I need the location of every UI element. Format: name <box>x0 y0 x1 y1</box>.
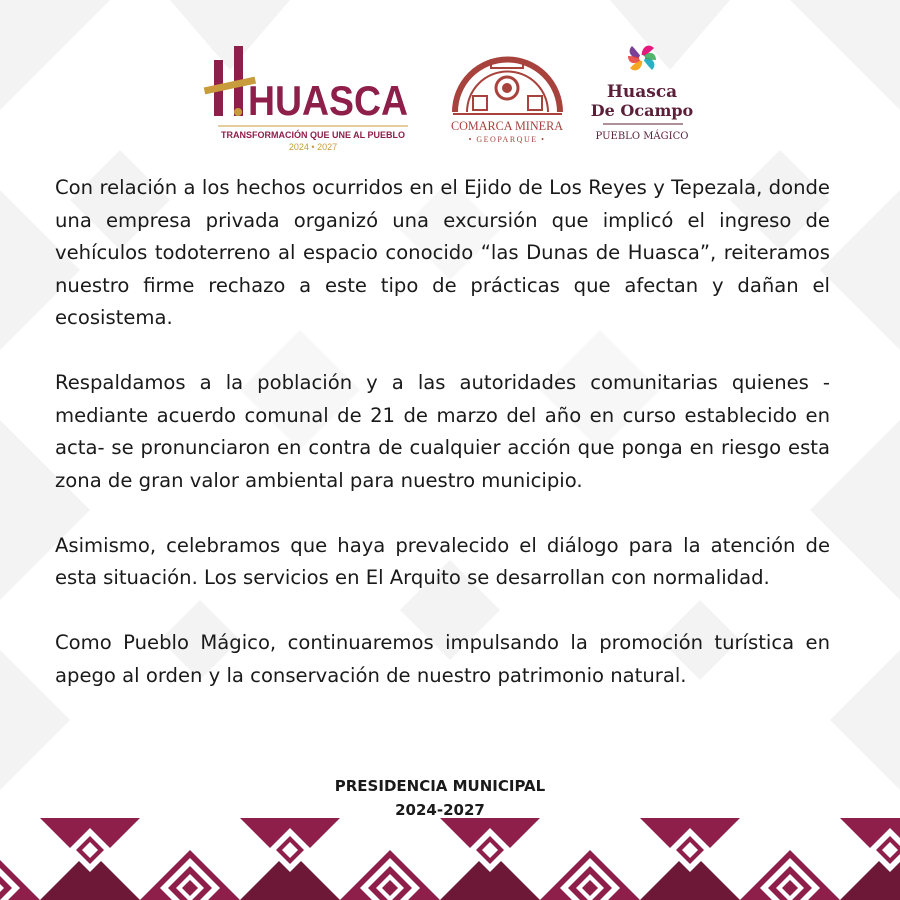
paragraph-3: Asimismo, celebramos que haya prevalecido el diálogo para la atención de esta situación. Los servicios en El Arquito se desarrollan con normalidad. <box>55 533 830 589</box>
paragraph-2: Respaldamos a la población y a las autoridades comunitarias quienes -mediante acuerdo comunal de 21 de marzo del año en curso establecido en acta- se pronunciaron en contra de cualquier acción que ponga en riesgo esta zona de gran valor ambiental para nuestro municipio. <box>55 371 830 492</box>
signature-office: PRESIDENCIA MUNICIPAL <box>334 777 546 795</box>
comarca-logo-name: COMARCA MINERA <box>451 119 563 133</box>
pinwheel-icon <box>628 46 656 71</box>
paragraph-1: Con relación a los hechos ocurridos en el Ejido de Los Reyes y Tepezala, donde una empresa privada organizó una excursión que implicó el ingreso de vehículos todoterreno al espacio conocido “las Dunas de Huasca”, reiteramos nuestro firme rechazo a este tipo de prácticas que afectan y dañan el ecosistema. <box>55 176 830 329</box>
huasca-de-ocampo-logo <box>585 36 700 152</box>
signature-block <box>0 774 880 822</box>
huasca-logo-slogan: TRANSFORMACIÓN QUE UNE AL PUEBLO <box>220 130 406 140</box>
signature-years: 2024-2027 <box>395 801 485 819</box>
huasca-logo-years: 2024 • 2027 <box>288 142 338 152</box>
comarca-minera-logo <box>445 50 570 150</box>
ocampo-logo-line2: De Ocampo <box>590 101 694 120</box>
comarca-logo-subtitle: • GEOPARQUE • <box>468 135 546 144</box>
ocampo-logo-line3: PUEBLO MÁGICO <box>595 131 689 142</box>
statement-body <box>55 172 830 725</box>
ocampo-logo-line1: Huasca <box>606 82 678 102</box>
huasca-logo <box>200 42 420 152</box>
footer-pattern <box>0 818 900 900</box>
paragraph-4: Como Pueblo Mágico, continuaremos impulsando la promoción turística en apego al orden y la conservación de nuestro patrimonio natural. <box>55 631 830 687</box>
header-logos <box>0 30 900 150</box>
huasca-logo-name: HUASCA <box>248 77 408 124</box>
